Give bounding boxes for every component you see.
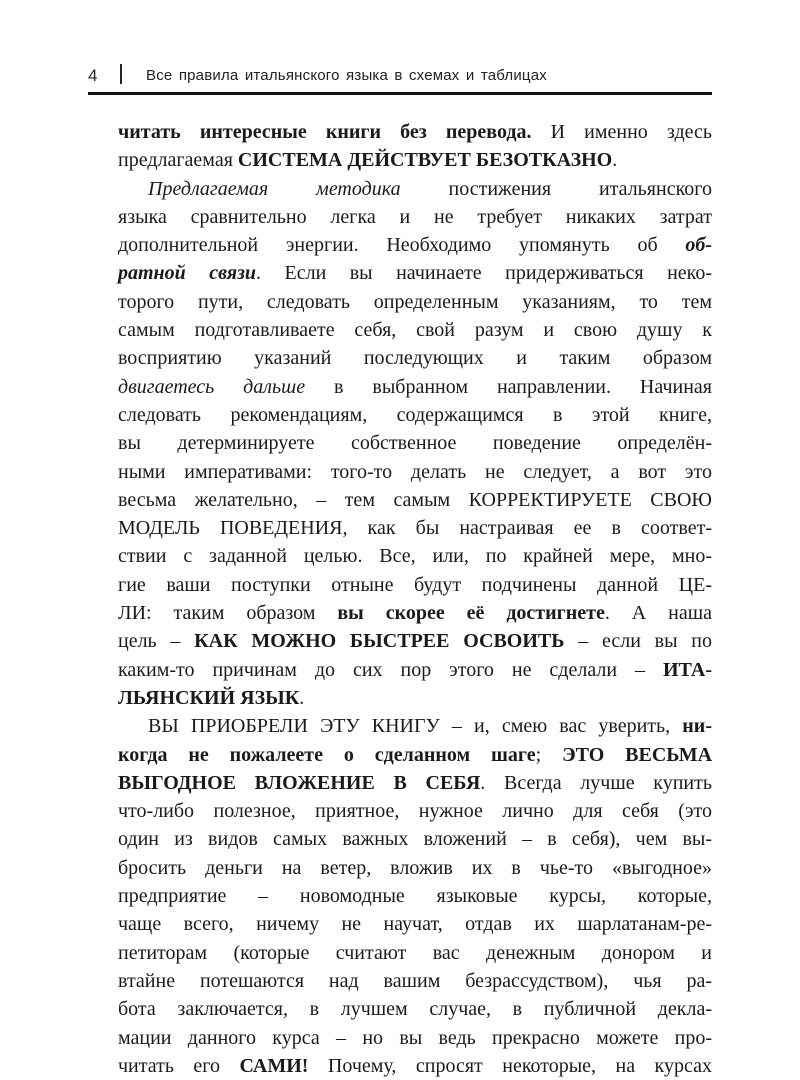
text-run: вы детерминируете собственное поведение определён- bbox=[118, 432, 712, 455]
text-line bbox=[118, 373, 712, 401]
text-line bbox=[118, 175, 712, 203]
text-line bbox=[118, 401, 712, 429]
emphasized-text: ни- bbox=[682, 715, 712, 738]
text-run: – если вы по bbox=[564, 630, 712, 653]
text-line bbox=[118, 910, 712, 938]
text-line bbox=[118, 118, 712, 146]
text-run: ствии с заданной целью. Все, или, по крайней мере, мно- bbox=[118, 545, 712, 568]
text-run: весьма желательно, – тем самым КОРРЕКТИРУЕТЕ СВОЮ bbox=[118, 488, 712, 511]
text-line bbox=[118, 882, 712, 910]
text-line bbox=[118, 825, 712, 853]
text-run: восприятию указаний последующих и таким образом bbox=[118, 347, 712, 370]
text-run: втайне потешаются над вашим безрассудством), чья ра- bbox=[118, 969, 712, 992]
text-run: ными императивами: того-то делать не следует, а вот это bbox=[118, 460, 712, 483]
text-line bbox=[118, 259, 712, 287]
text-line bbox=[118, 741, 712, 769]
text-run: самым подготавливаете себя, свой разум и свою душу к bbox=[118, 319, 712, 342]
emphasized-text: КАК МОЖНО БЫСТРЕЕ ОСВОИТЬ bbox=[194, 630, 565, 653]
text-line bbox=[118, 1024, 712, 1052]
text-run: бросить деньги на ветер, вложив их в чье-то «выгодное» bbox=[118, 856, 712, 879]
text-run: гие ваши поступки отныне будут подчинены данной ЦЕ- bbox=[118, 573, 712, 596]
text-run: читать его bbox=[118, 1054, 240, 1077]
text-line bbox=[118, 344, 712, 372]
emphasized-text: об- bbox=[685, 234, 712, 257]
text-line bbox=[118, 146, 712, 174]
text-run: ; bbox=[535, 743, 563, 766]
body-text bbox=[118, 118, 712, 1080]
text-line bbox=[118, 854, 712, 882]
text-run: . Всегда лучше купить bbox=[480, 771, 712, 794]
emphasized-text: ратной связи bbox=[118, 262, 257, 285]
text-run: ЛИ: таким образом bbox=[118, 602, 338, 625]
text-run: . bbox=[612, 149, 618, 172]
emphasized-text: ЭТО ВЕСЬМА bbox=[562, 743, 713, 766]
text-line bbox=[118, 967, 712, 995]
text-line bbox=[118, 514, 712, 542]
text-run: . А наша bbox=[604, 602, 712, 625]
emphasized-text: ЛЬЯНСКИЙ ЯЗЫК bbox=[118, 686, 300, 709]
text-run: . bbox=[299, 686, 305, 709]
text-run: . Если вы начинаете придерживаться неко- bbox=[256, 262, 713, 285]
emphasized-text: САМИ! bbox=[239, 1054, 309, 1077]
text-line bbox=[118, 288, 712, 316]
emphasized-text: ВЫГОДНОЕ ВЛОЖЕНИЕ В СЕБЯ bbox=[118, 771, 481, 794]
text-line bbox=[118, 486, 712, 514]
text-line bbox=[118, 316, 712, 344]
text-line bbox=[118, 995, 712, 1023]
text-line bbox=[118, 712, 712, 740]
text-run: торого пути, следовать определенным указаниям, то тем bbox=[118, 290, 712, 313]
emphasized-text: вы скорее её достигнете bbox=[337, 602, 605, 625]
text-line bbox=[118, 939, 712, 967]
header-separator bbox=[120, 64, 122, 84]
text-run: каким-то причинам до сих пор этого не сделали – bbox=[118, 658, 663, 681]
text-line bbox=[118, 797, 712, 825]
book-title: Все правила итальянского языка в схемах и таблицах bbox=[146, 67, 547, 84]
text-run: И именно здесь bbox=[531, 121, 712, 143]
text-run: следовать рекомендациям, содержащимся в этой книге, bbox=[118, 403, 712, 426]
header-rule bbox=[88, 92, 712, 95]
text-line bbox=[118, 1052, 712, 1080]
text-line bbox=[118, 769, 712, 797]
text-line bbox=[118, 571, 712, 599]
text-run: МОДЕЛЬ ПОВЕДЕНИЯ, как бы настраивая ее в соответ- bbox=[118, 517, 712, 540]
text-line bbox=[118, 429, 712, 457]
emphasized-text: когда не пожалеете о сделанном шаге bbox=[118, 743, 536, 766]
text-line bbox=[118, 684, 712, 712]
text-run: в выбранном направлении. Начиная bbox=[305, 375, 712, 398]
text-line bbox=[118, 203, 712, 231]
running-header bbox=[88, 62, 712, 92]
emphasized-text: СИСТЕМА ДЕЙСТВУЕТ БЕЗОТКАЗНО bbox=[237, 149, 613, 172]
text-line bbox=[118, 231, 712, 259]
text-run: постижения итальянского bbox=[400, 177, 712, 200]
page-number: 4 bbox=[88, 66, 98, 85]
text-line bbox=[118, 599, 712, 627]
emphasized-text: двигаетесь дальше bbox=[118, 375, 306, 398]
text-run: чаще всего, ничему не научат, отдав их шарлатанам-ре- bbox=[118, 913, 712, 936]
text-run: предлагаемая bbox=[118, 149, 238, 172]
text-run: предприятие – новомодные языковые курсы, которые, bbox=[118, 885, 712, 908]
text-line bbox=[118, 656, 712, 684]
text-line bbox=[118, 458, 712, 486]
text-run: языка сравнительно легка и не требует никаких затрат bbox=[118, 205, 712, 228]
emphasized-text: Предлагаемая методика bbox=[148, 177, 401, 200]
text-run: цель – bbox=[118, 630, 195, 653]
text-run: дополнительной энергии. Необходимо упомянуть об bbox=[118, 234, 686, 257]
text-run: петиторам (которые считают вас денежным донором и bbox=[118, 941, 712, 964]
emphasized-text: читать интересные книги без перевода. bbox=[118, 121, 532, 143]
text-line bbox=[118, 542, 712, 570]
emphasized-text: ИТА- bbox=[662, 658, 712, 681]
text-run: один из видов самых важных вложений – в себя), чем вы- bbox=[118, 828, 712, 851]
text-run: Почему, спросят некоторые, на курсах bbox=[308, 1054, 712, 1077]
text-run: что-либо полезное, приятное, нужное лично для себя (это bbox=[118, 800, 712, 823]
text-run: бота заключается, в лучшем случае, в публичной декла- bbox=[118, 998, 712, 1021]
text-run: мации данного курса – но вы ведь прекрасно можете про- bbox=[118, 1026, 712, 1049]
text-run: ВЫ ПРИОБРЕЛИ ЭТУ КНИГУ – и, смею вас уверить, bbox=[148, 715, 683, 738]
text-line bbox=[118, 627, 712, 655]
